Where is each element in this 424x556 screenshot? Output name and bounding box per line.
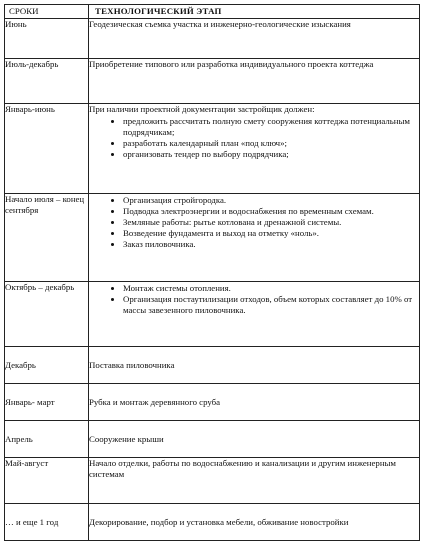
table-row bbox=[5, 384, 420, 421]
list-item: • Подводка электроэнергии и водоснабжения по временным схемам. bbox=[123, 206, 419, 217]
period-cell: Начало июля – конец сентября bbox=[5, 194, 89, 282]
list-item: • организовать тендер по выбору подрядчика; bbox=[123, 149, 419, 160]
list-item: • Организация стройгородка. bbox=[123, 195, 419, 206]
header-row bbox=[5, 5, 420, 19]
stage-cell bbox=[89, 194, 420, 282]
stage-bullet-list bbox=[89, 283, 419, 316]
stage-cell: Приобретение типового или разработка индивидуального проекта коттеджа bbox=[89, 59, 420, 104]
period-cell: Декабрь bbox=[5, 347, 89, 384]
period-cell: Май-август bbox=[5, 458, 89, 504]
stage-column-header: ТЕХНОЛОГИЧЕСКИЙ ЭТАП bbox=[89, 5, 420, 19]
stage-cell: Начало отделки, работы по водоснабжению и канализации и другим инженерным системам bbox=[89, 458, 420, 504]
construction-schedule-table bbox=[4, 4, 420, 541]
table-row bbox=[5, 194, 420, 282]
period-cell: Октябрь – декабрь bbox=[5, 282, 89, 347]
stage-lead-text: При наличии проектной документации застройщик должен: bbox=[89, 104, 315, 114]
table-row bbox=[5, 504, 420, 541]
stage-cell: Декорирование, подбор и установка мебели, обживание новостройки bbox=[89, 504, 420, 541]
list-item: • Организация постаутилизации отходов, объем которых составляет до 10% от массы завезенного пиловочника. bbox=[123, 294, 419, 316]
table-row bbox=[5, 282, 420, 347]
table-row bbox=[5, 421, 420, 458]
period-column-header: СРОКИ bbox=[5, 5, 89, 19]
stage-bullet-list bbox=[89, 116, 419, 160]
list-item: • Заказ пиловочника. bbox=[123, 239, 419, 250]
table-row bbox=[5, 347, 420, 384]
stage-cell bbox=[89, 282, 420, 347]
period-cell: Январь-июнь bbox=[5, 104, 89, 194]
table-row bbox=[5, 19, 420, 59]
stage-cell: Рубка и монтаж деревянного сруба bbox=[89, 384, 420, 421]
stage-cell bbox=[89, 104, 420, 194]
list-item: • разработать календарный план «под ключ»; bbox=[123, 138, 419, 149]
table-row bbox=[5, 458, 420, 504]
stage-cell: Геодезическая съемка участка и инженерно-геологические изыскания bbox=[89, 19, 420, 59]
stage-cell: Сооружение крыши bbox=[89, 421, 420, 458]
table-row bbox=[5, 59, 420, 104]
table-row bbox=[5, 104, 420, 194]
period-cell: Июнь bbox=[5, 19, 89, 59]
period-cell: … и еще 1 год bbox=[5, 504, 89, 541]
period-cell: Январь- март bbox=[5, 384, 89, 421]
list-item: • Возведение фундамента и выход на отметку «ноль». bbox=[123, 228, 419, 239]
list-item: • предложить рассчитать полную смету сооружения коттеджа потенциальным подрядчикам; bbox=[123, 116, 419, 138]
stage-bullet-list bbox=[89, 195, 419, 250]
schedule-sheet bbox=[4, 4, 419, 541]
list-item: • Земляные работы: рытье котлована и дренажной системы. bbox=[123, 217, 419, 228]
period-cell: Апрель bbox=[5, 421, 89, 458]
stage-cell: Поставка пиловочника bbox=[89, 347, 420, 384]
list-item: • Монтаж системы отопления. bbox=[123, 283, 419, 294]
period-cell: Июль-декабрь bbox=[5, 59, 89, 104]
